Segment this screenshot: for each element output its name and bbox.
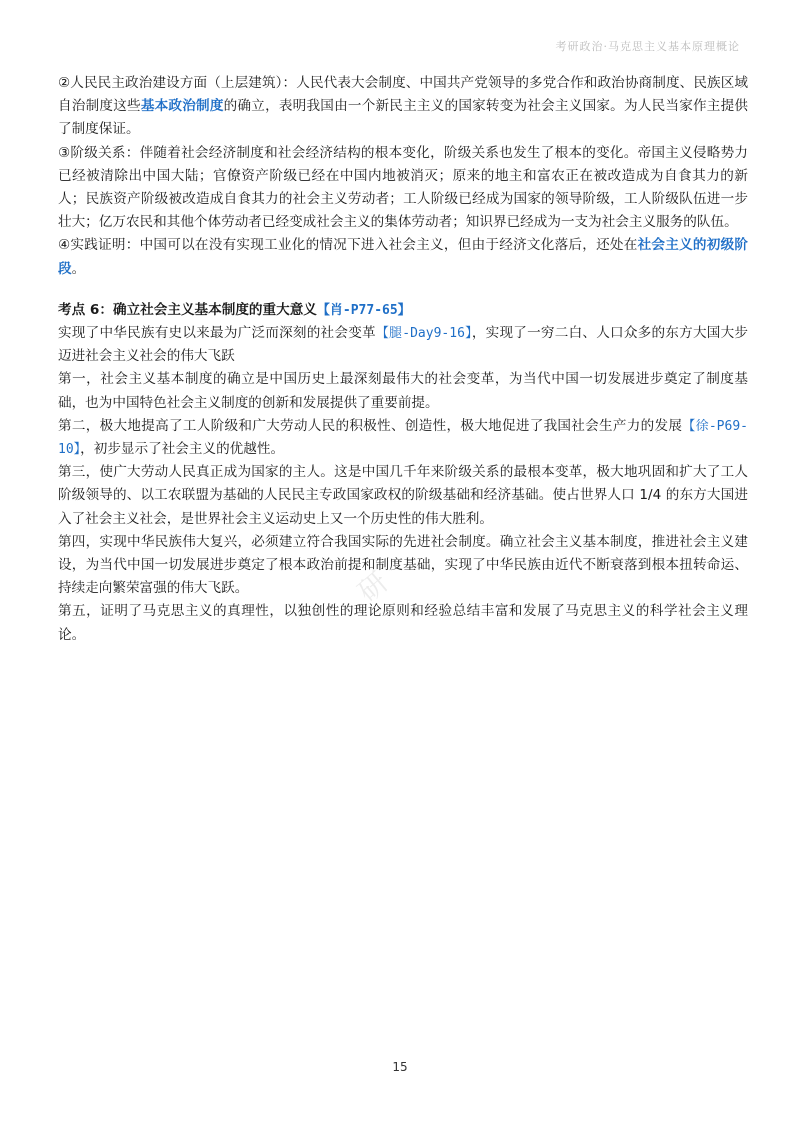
- text: ④实践证明：中国可以在没有实现工业化的情况下进入社会主义，但由于经济文化落后，还处在: [58, 237, 638, 254]
- reference-tag: 【腿-Day9-16】: [375, 326, 472, 342]
- paragraph-class-relations: ③阶级关系：伴随着社会经济制度和社会经济结构的根本变化，阶级关系也发生了根本的变化。帝国主义侵略势力已经被清除出中国大陆；官僚资产阶级已经在中国内地被消灭；原来的地主和富农正在被改造成为自食其力的新人；民族资产阶级被改造成自食其力的社会主义劳动者；工人阶级已经成为国家的领导阶级，工人阶级队伍进一步壮大；亿万农民和其他个体劳动者已经变成社会主义的集体劳动者；知识界已经成为一支为社会主义服务的队伍。: [58, 144, 748, 231]
- watermark: 研: [351, 565, 395, 609]
- text: ②人民民主政治建设方面（上层建筑）：人民代表大会制度、中国共产党领导的多党合作和政治协商制度、民族区域自治制度这些: [58, 75, 748, 115]
- text: 实现了中华民族有史以来最为广泛而深刻的社会变革: [58, 325, 376, 342]
- paragraph-intro: [58, 322, 748, 368]
- paragraph-political-system: [58, 72, 748, 142]
- paragraph-point-4: 第四，实现中华民族伟大复兴，必须建立符合我国实际的先进社会制度。确立社会主义基本制度，推进社会主义建设，为当代中国一切发展进步奠定了根本政治前提和制度基础，实现了中华民族由近代不断衰落到根本扭转命运、持续走向繁荣富强的伟大飞跃。: [58, 533, 748, 597]
- paragraph-point-2: [58, 415, 748, 461]
- text: ，实现了一穷二白、人口众多的东方大国大步迈进社会主义社会的伟大飞跃: [58, 325, 748, 365]
- paragraph-point-1: 第一，社会主义基本制度的确立是中国历史上最深刻最伟大的社会变革，为当代中国一切发展进步奠定了制度基础，也为中国特色社会主义制度的创新和发展提供了重要前提。: [58, 371, 748, 411]
- text: 。: [71, 260, 86, 277]
- reference-tag: 【徐-P69-10】: [58, 418, 748, 458]
- reference-tag: 【肖-P77-65】: [316, 302, 411, 318]
- highlight-term: 社会主义的初级阶段: [58, 237, 749, 277]
- section-heading: [58, 299, 748, 322]
- text: ，初步显示了社会主义的优越性。: [80, 441, 285, 458]
- header-fragment: 考研政治·马克思主义基本原理概论: [555, 40, 740, 53]
- highlight-term: 基本政治制度: [140, 98, 224, 115]
- paragraph-point-3: 第三，使广大劳动人民真正成为国家的主人。这是中国几千年来阶级关系的最根本变革，极大地巩固和扩大了工人阶级领导的、以工农联盟为基础的人民民主专政国家政权的阶级基础和经济基础。使占世界人口 1/4 的东方大国进入了社会主义社会，是世界社会主义运动史上又一个历史性的伟大胜利。: [58, 464, 748, 527]
- text: 的确立，表明我国由一个新民主主义的国家转变为社会主义国家。为人民当家作主提供了制度保证。: [58, 98, 749, 138]
- document-body: [58, 72, 748, 647]
- text: 第二，极大地提高了工人阶级和广大劳动人民的积极性、创造性，极大地促进了我国社会生产力的发展: [58, 417, 683, 434]
- paragraph-point-5: 第五，证明了马克思主义的真理性，以独创性的理论原则和经验总结丰富和发展了马克思主义的科学社会主义理论。: [58, 603, 748, 643]
- paragraph-practice: [58, 234, 748, 280]
- section-title: 考点 6：确立社会主义基本制度的重大意义: [58, 301, 317, 318]
- page-number: 15: [392, 1060, 408, 1074]
